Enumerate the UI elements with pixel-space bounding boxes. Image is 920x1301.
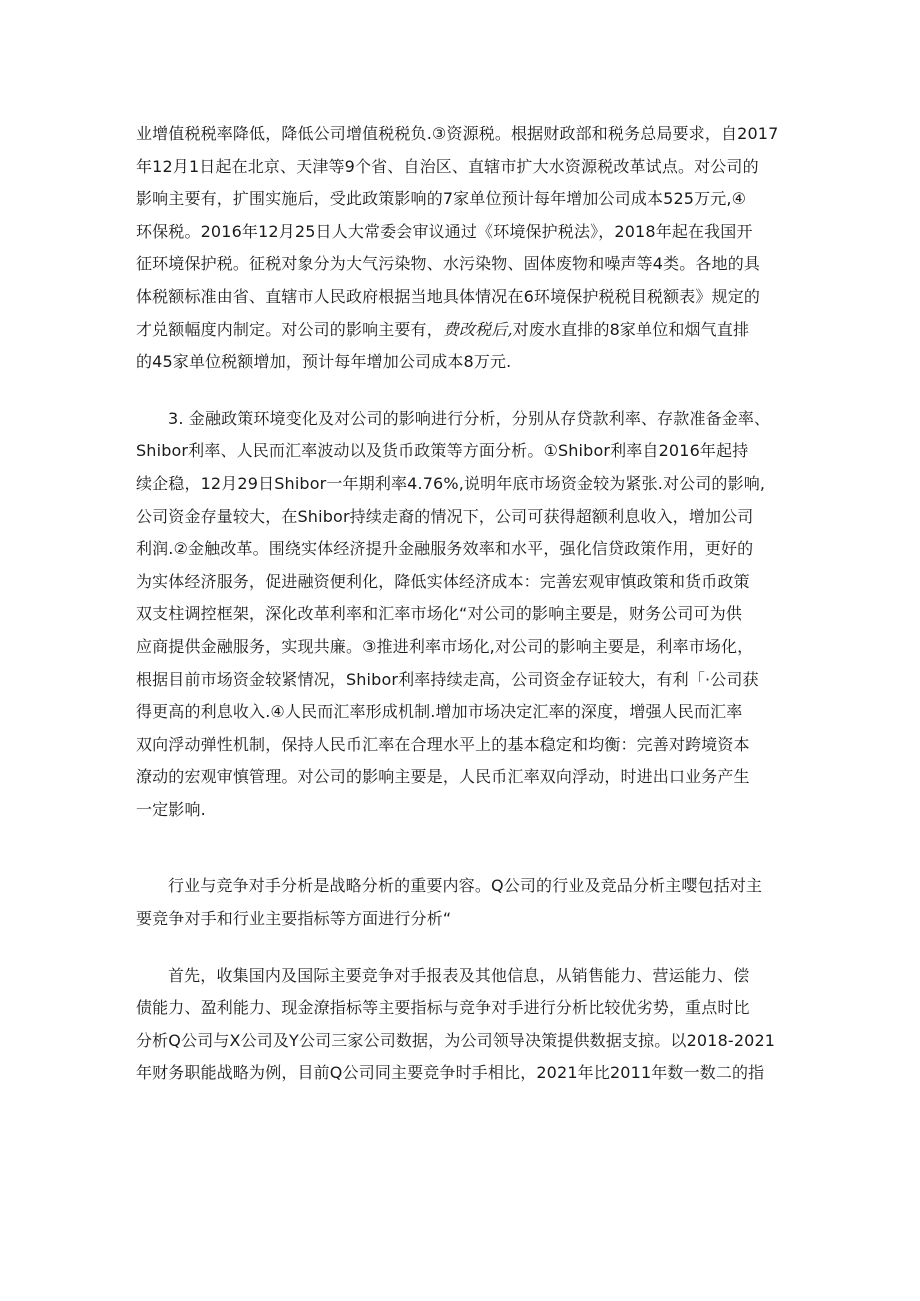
text-line: 环保税。2016年12月25日人大常委会审议通过《环境保护税法》，2018年起在我国开	[136, 221, 753, 241]
text-line: 得更高的利息收入.④人民而汇率形成机制.增加市场决定汇率的深度，增强人民而汇率	[136, 702, 743, 722]
text-segment: 对废水直排的8家单位和烟气直排	[512, 319, 750, 339]
text-line: 年财务职能战略为例，目前Q公司同主要竞争时手相比，2021年比2011年数一数二的指	[136, 1063, 765, 1083]
text-line: 业增值税税率降低，降低公司增值税税负.③资源税。根据财政部和税务总局要求，自2017	[136, 124, 779, 143]
italic-text-segment: 费改税后,	[442, 319, 513, 339]
paragraph-competitor-analysis	[136, 960, 788, 1090]
text-line: 的45家单位税额增加，预计每年增加公司成本8万元.	[136, 352, 512, 372]
text-line: 债能力、盈利能力、现金潦指标等主要指标与竞争对手进行分析比较优劣势，重点时比	[136, 998, 750, 1018]
text-line: 行业与竞争对手分析是战略分析的重要内容。Q公司的行业及竞品分析主嘤包括对主	[168, 876, 763, 896]
text-line: 为实体经济服务，促进融资便利化，降低实体经济成本：完善宏观审慎政策和货币政策	[136, 571, 750, 591]
text-line: 首先，收集国内及国际主要竞争对手报表及其他信息，从销售能力、营运能力、偿	[168, 965, 750, 985]
text-line: 要竞争对手和行业主要指标等方面进行分析“	[136, 909, 452, 929]
text-line: 影响主要有，扩围实施后，受此政策影响的7家单位预计每年增加公司成本525万元,④	[136, 189, 747, 209]
text-line: 续企稳，12月29日Shibor一年期利率4.76%,说明年底市场资金较为紧张.对公司的影响,	[136, 473, 766, 493]
text-line: 根据目前市场资金较紧情况，Shibor利率持续走高，公司资金存证较大，有利「·公司获	[136, 669, 759, 689]
text-line: 潦动的宏观审慎管理。对公司的影响主要是，人民币汇率双向浮动，时进出口业务产生	[136, 767, 750, 787]
paragraph-spacer	[136, 852, 788, 870]
paragraph-industry-intro	[136, 870, 788, 935]
text-line: 双支柱调控框架，深化改革利率和汇率市场化“对公司的影响主要是，财务公司可为供	[136, 604, 742, 624]
document-body	[136, 118, 788, 1090]
text-line: 征环境保护税。征税对象分为大气污染物、水污染物、固体废物和噪声等4类。各地的具	[136, 254, 761, 274]
text-line: 应商提供金融服务，实现共廉。③推进利率市场化,对公司的影响主要是，利率市场化，	[136, 636, 754, 656]
section-spacer	[136, 826, 788, 852]
paragraph-financial-policy	[136, 403, 788, 827]
text-line-mixed	[136, 314, 788, 347]
text-line: Shibor利率、人民而汇率波动以及货币政策等方面分析。①Shibor利率自2016年起持	[136, 441, 749, 461]
paragraph-tax-policy	[136, 118, 788, 379]
text-line: 3. 金融政策环境变化及对公司的影响进行分析，分别从存贷款利率、存款准备金率、	[168, 408, 771, 428]
text-segment: 才兑额幅度内制定。对公司的影响主要有，	[136, 319, 443, 339]
text-line: 一定影响.	[136, 799, 206, 819]
text-line: 分析Q公司与X公司及Y公司三家公司数据，为公司领导决策提供数据支掠。以2018-2021	[136, 1030, 776, 1050]
text-line: 利润.②金触改革。围绕实体经济提升金融服务效率和水平，强化信贷政策作用，更好的	[136, 539, 754, 559]
text-line: 双向浮动弹性机制，保持人民币汇率在合理水平上的基本稳定和均衡：完善对跨境资本	[136, 734, 750, 754]
paragraph-spacer	[136, 936, 788, 960]
text-line: 年12月1日起在北京、天津等9个省、自治区、直辖市扩大水资源税改革试点。对公司的	[136, 156, 759, 176]
text-line: 公司资金存量较大，在Shibor持续走裔的情况下，公司可获得超额利息收入，增加公司	[136, 506, 754, 526]
text-line: 体税额标准由省、直辖市人民政府根据当地具体情况在6环境保护税税目税额表》规定的	[136, 286, 761, 306]
paragraph-spacer	[136, 379, 788, 403]
